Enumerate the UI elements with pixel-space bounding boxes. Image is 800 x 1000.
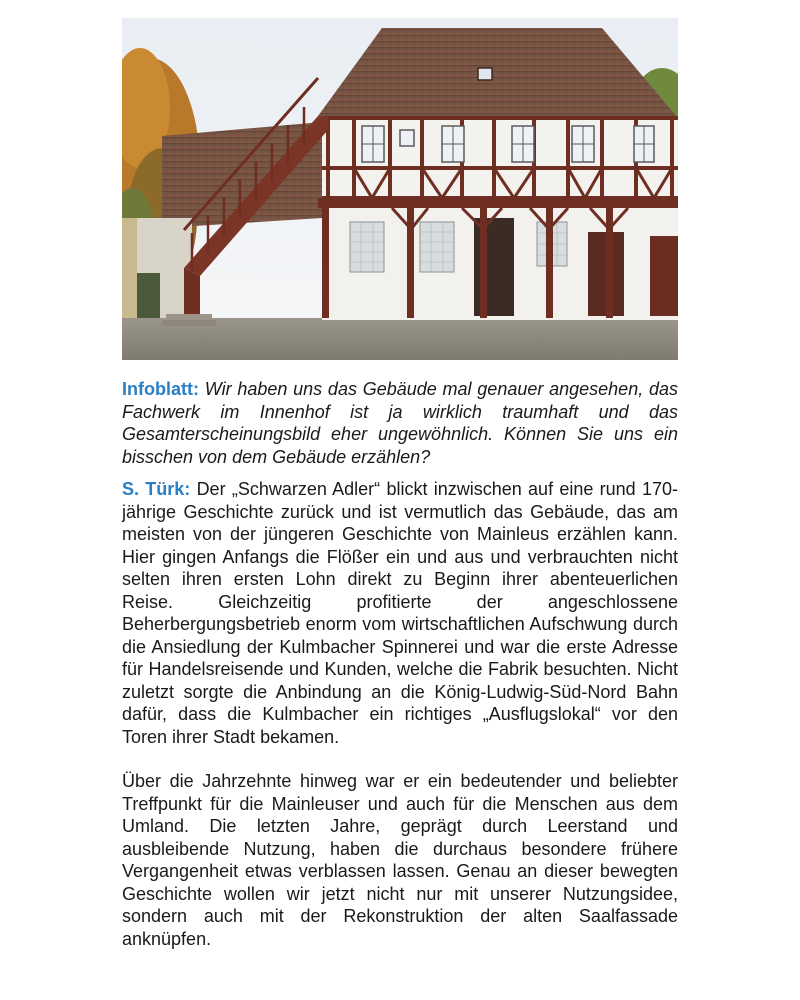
speaker-label-infoblatt: Infoblatt: bbox=[122, 379, 199, 399]
interview-text bbox=[122, 378, 678, 950]
question-paragraph bbox=[122, 378, 678, 468]
question-text: Wir haben uns das Gebäude mal genauer angesehen, das Fachwerk im Innenhof ist ja wirklich traumhaft und das Gesamterscheinungsbild eher ungewöhnlich. Können Sie uns ein bisschen von dem Gebäude erzählen? bbox=[122, 379, 678, 467]
speaker-label-tuerk: S. Türk: bbox=[122, 479, 191, 499]
timber-upper-storey bbox=[322, 118, 678, 198]
answer-continuation-paragraph: Über die Jahrzehnte hinweg war er ein bedeutender und beliebter Treffpunkt für die Mainleuser und auch für die Menschen aus dem Umland. Die letzten Jahre, geprägt durch Leerstand und ausbleibende Nutzung, haben die durchaus besondere frühere Vergangenheit etwas verblassen lassen. Genau an dieser bewegten Geschichte wollen wir jetzt nicht nur mit unserer Nutzungsidee, sondern auch mit der Rekonstruktion der alten Saalfassade anknüpfen. bbox=[122, 771, 678, 949]
building-illustration bbox=[122, 18, 678, 360]
answer-text: Der „Schwarzen Adler“ blickt inzwischen auf eine rund 170-jährige Geschichte zurück und ist vermutlich das Gebäude, das am meisten von der jüngeren Geschichte von Mainleus erzählen kann. Hier gingen Anfangs die Flößer ein und aus und verbrauchten nicht selten ihren ersten Lohn direkt zu Beginn ihrer abenteuerlichen Reise. Gleichzeitig profitierte der angeschlossene Beherbergungsbetrieb enorm vom wirtschaftlichen Aufschwung durch die Ansiedlung der Kulmbacher Spinnerei und war die erste Adresse für Handelsreisende und Kunden, welche die Fabrik besuchten. Nicht zuletzt sorgte die Anbindung an die König-Ludwig-Süd-Nord Bahn dafür, dass die Kulmbacher ein richtiges „Ausflugslokal“ vor den Toren ihrer Stadt bekamen. bbox=[122, 479, 678, 747]
ground-floor bbox=[322, 208, 678, 320]
building-photo bbox=[122, 18, 678, 360]
answer-paragraph bbox=[122, 478, 678, 748]
